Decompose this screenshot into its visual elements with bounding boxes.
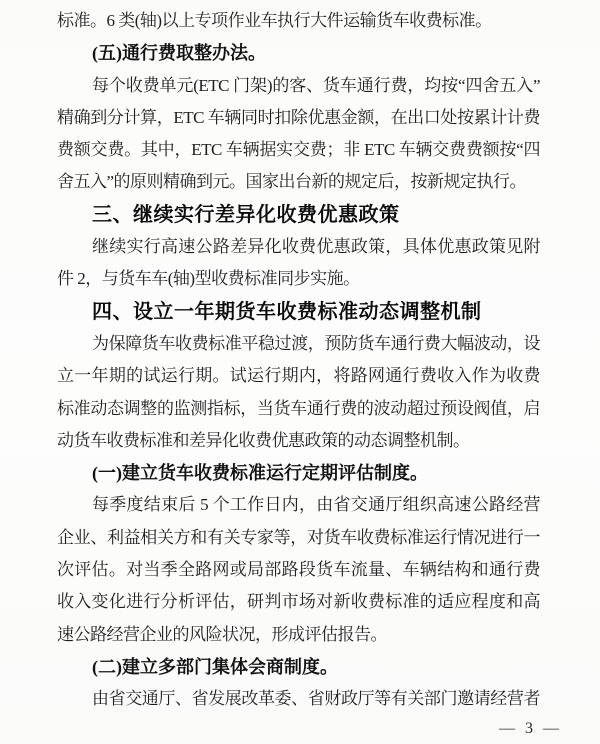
- document-line: 速公路经营企业的风险状况，形成评估报告。: [57, 624, 387, 644]
- document-line: 立一年期的试运行期。试运行期内，将路网通行费收入作为收费: [57, 366, 540, 386]
- document-body: [57, 5, 540, 716]
- page-number: — 3 —: [499, 720, 562, 737]
- document-line: 精确到分计算，ETC 车辆同时扣除优惠金额，在出口处按累计计费: [57, 107, 540, 127]
- section-heading: 三、继续实行差异化收费优惠政策: [92, 203, 400, 226]
- section-heading: 四、设立一年期货车收费标准动态调整机制: [92, 300, 482, 323]
- subsection-heading: (五)通行费取整办法。: [92, 43, 266, 64]
- document-line: 费额交费。其中，ETC 车辆据实交费；非 ETC 车辆交费费额按“四: [57, 140, 540, 160]
- document-line: 企业、利益相关方和有关专家等，对货车收费标准运行情况进行一: [57, 527, 540, 547]
- document-line: 继续实行高速公路差异化收费优惠政策，具体优惠政策见附: [92, 237, 540, 257]
- document-line: 由省交通厅、省发展改革委、省财政厅等有关部门邀请经营者: [92, 689, 540, 709]
- document-line: 动货车收费标准和差异化收费优惠政策的动态调整机制。: [57, 430, 470, 450]
- document-line: 标准动态调整的监测指标，当货车通行费的波动超过预设阀值，启: [57, 398, 540, 418]
- document-line: 件 2，与货车车(轴)型收费标准同步实施。: [57, 269, 360, 289]
- subsection-heading: (二)建立多部门集体会商制度。: [92, 656, 338, 677]
- document-line: 次评估。对当季全路网或局部路段货车流量、车辆结构和通行费: [57, 560, 540, 580]
- document-line: 标准。6 类(轴)以上专项作业车执行大件运输货车收费标准。: [57, 11, 492, 30]
- document-line: 收入变化进行分析评估，研判市场对新收费标准的适应程度和高: [57, 592, 540, 612]
- document-line: 舍五入”的原则精确到元。国家出台新的规定后，按新规定执行。: [57, 172, 527, 192]
- document-line: 每个收费单元(ETC 门架)的客、货车通行费，均按“四舍五入”: [92, 75, 540, 95]
- document-line: 为保障货车收费标准平稳过渡，预防货车通行费大幅波动，设: [92, 333, 540, 353]
- subsection-heading: (一)建立货车收费标准运行定期评估制度。: [92, 463, 428, 484]
- document-line: 每季度结束后 5 个工作日内，由省交通厅组织高速公路经营: [92, 495, 540, 515]
